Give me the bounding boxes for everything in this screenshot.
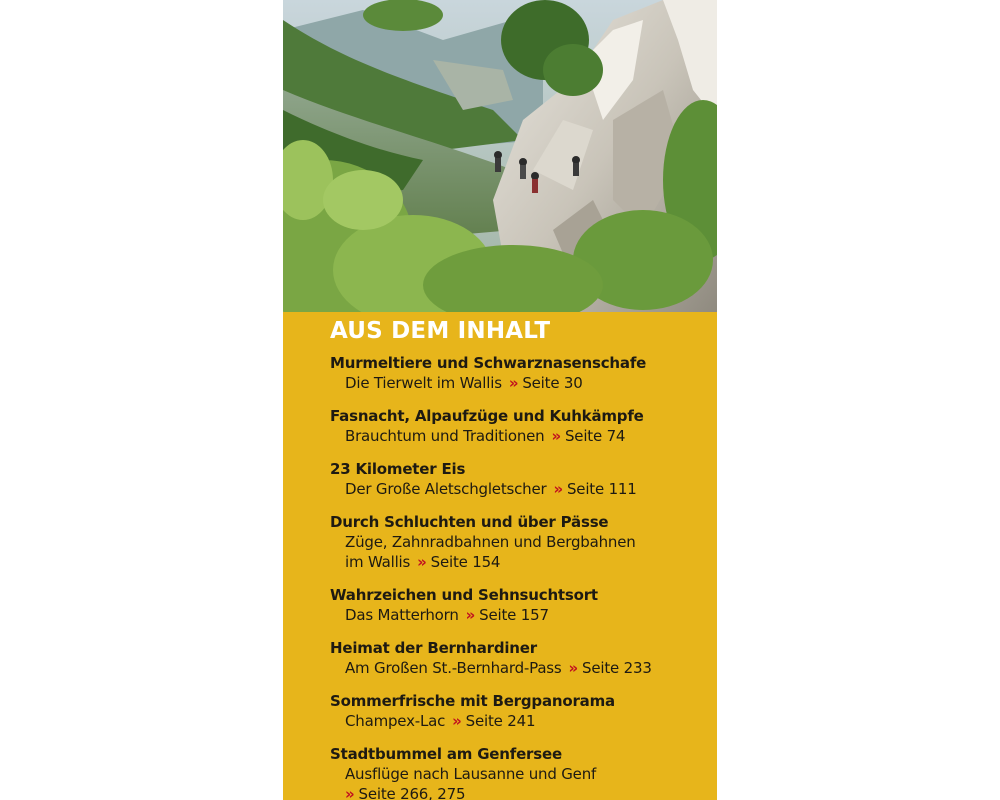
arrow-icon: » bbox=[553, 480, 563, 498]
contents-entry bbox=[330, 354, 710, 393]
entry-subtitle-line bbox=[330, 479, 710, 499]
entry-title: Murmeltiere und Schwarznasenschafe bbox=[330, 354, 647, 372]
entry-subtitle: im Wallis bbox=[345, 553, 411, 571]
arrow-icon: » bbox=[465, 606, 476, 624]
arrow-icon: » bbox=[417, 553, 427, 571]
cover-photo bbox=[283, 0, 717, 312]
page-reference: Seite 111 bbox=[566, 480, 637, 498]
entry-subtitle: Die Tierwelt im Wallis bbox=[345, 374, 502, 392]
arrow-icon: » bbox=[568, 659, 579, 677]
entry-title: Sommerfrische mit Bergpanorama bbox=[330, 692, 615, 710]
entry-subtitle-line bbox=[330, 373, 710, 393]
contents-entry bbox=[330, 586, 710, 625]
arrow-icon: » bbox=[551, 427, 561, 445]
entry-subtitle: Das Matterhorn bbox=[345, 606, 459, 624]
entry-subtitle: Ausflüge nach Lausanne und Genf bbox=[345, 765, 597, 783]
page-reference: Seite 157 bbox=[479, 606, 549, 624]
entry-subtitle: Züge, Zahnradbahnen und Bergbahnen bbox=[345, 533, 636, 551]
entry-subtitle: Brauchtum und Traditionen bbox=[345, 427, 545, 445]
contents-entry bbox=[330, 639, 710, 678]
entry-subtitle: Am Großen St.-Bernhard-Pass bbox=[345, 659, 562, 677]
page-reference: Seite 233 bbox=[582, 659, 652, 677]
entry-subtitle-line bbox=[345, 552, 710, 572]
contents-entry bbox=[330, 692, 710, 731]
entry-subtitle-line bbox=[330, 658, 710, 678]
entry-title: Durch Schluchten und über Pässe bbox=[330, 513, 609, 531]
entry-title: Heimat der Bernhardiner bbox=[330, 639, 537, 657]
page-reference: Seite 241 bbox=[465, 712, 536, 730]
entry-subtitle: Champex-Lac bbox=[345, 712, 446, 730]
entry-subtitle-line bbox=[330, 711, 710, 731]
mountain-cliff-photo bbox=[283, 0, 717, 312]
arrow-icon: » bbox=[508, 374, 519, 392]
page-reference: Seite 74 bbox=[564, 427, 626, 445]
entry-subtitle-line bbox=[330, 605, 710, 625]
contents-list bbox=[330, 354, 710, 800]
contents-entry bbox=[330, 407, 710, 446]
arrow-icon: » bbox=[345, 785, 355, 800]
contents-entry bbox=[330, 460, 710, 499]
page-reference: Seite 266, 275 bbox=[358, 785, 466, 800]
entry-subtitle-block bbox=[330, 532, 710, 572]
book-cover bbox=[283, 0, 717, 800]
entry-subtitle-block bbox=[330, 764, 710, 800]
contents-heading: AUS DEM INHALT bbox=[330, 318, 551, 344]
arrow-icon: » bbox=[452, 712, 462, 730]
page-reference: Seite 30 bbox=[522, 374, 583, 392]
contents-entry bbox=[330, 513, 710, 572]
entry-title: Fasnacht, Alpaufzüge und Kuhkämpfe bbox=[330, 407, 644, 425]
page-reference: Seite 154 bbox=[430, 553, 501, 571]
entry-subtitle-line bbox=[345, 784, 710, 800]
entry-subtitle: Der Große Aletschgletscher bbox=[345, 480, 547, 498]
entry-title: Wahrzeichen und Sehnsuchtsort bbox=[330, 586, 598, 604]
entry-title: Stadtbummel am Genfersee bbox=[330, 745, 562, 763]
contents-panel bbox=[283, 312, 717, 800]
entry-title: 23 Kilometer Eis bbox=[330, 460, 466, 478]
contents-entry bbox=[330, 745, 710, 800]
entry-subtitle-line bbox=[330, 426, 710, 446]
